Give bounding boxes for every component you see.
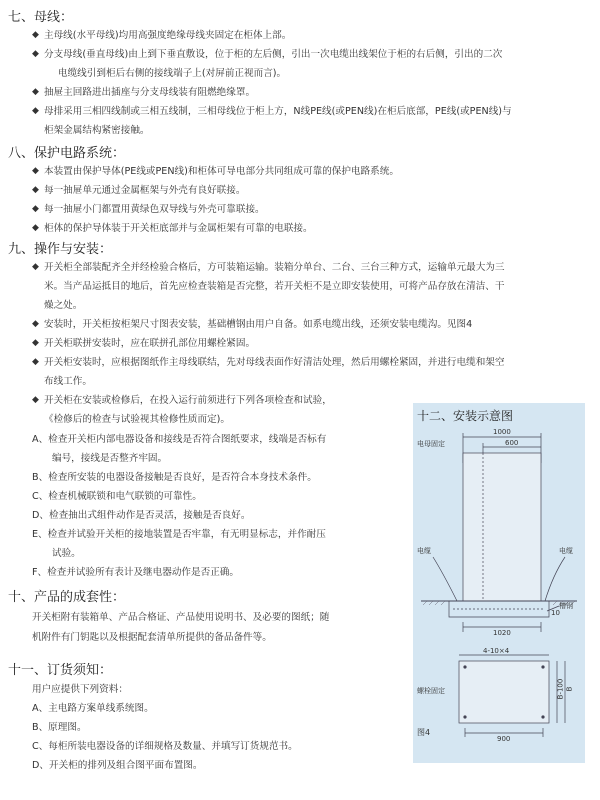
dimension-label: B — [565, 686, 574, 692]
list-item — [32, 334, 256, 353]
list-item-text: 主母线(水平母线)均用高强度绝缘母线夹固定在柜体上部。 — [44, 30, 292, 41]
list-item-continued: 布线工作。 — [44, 376, 92, 387]
label-bolt-fixing: 螺栓固定 — [417, 687, 445, 695]
bullet-icon: ◆ — [32, 49, 39, 59]
list-item — [32, 26, 292, 45]
list-item-continued: 燥之处。 — [44, 300, 83, 311]
bullet-icon: ◆ — [32, 338, 39, 348]
list-item-text: 柜体的保护导体装于开关柜底部并与金属柜架有可靠的电联接。 — [44, 223, 313, 234]
check-item: B、检查所安装的电器设备接触是否良好，是否符合本身技术条件。 — [32, 472, 317, 483]
dimension-label: 10 — [551, 609, 560, 617]
order-item: A、主电路方案单线系统图。 — [32, 703, 154, 714]
list-item — [32, 102, 512, 121]
base-plan-outline — [459, 661, 549, 723]
bolt-hole-icon — [463, 715, 466, 718]
list-item-continued: 柜架金属结构紧密接触。 — [44, 125, 150, 136]
list-item-continued: 米。当产品运抵目的地后，首先应检查装箱是否完整，若开关柜不是立即安装使用，可将产品存放在清洁、干 — [44, 281, 505, 292]
list-item — [32, 181, 246, 200]
list-item — [32, 258, 505, 277]
label-cable-right: 电缆 — [559, 547, 573, 555]
check-item-continued: 编号，接线是否整齐牢固。 — [52, 453, 168, 464]
check-item: F、检查并试验所有表计及继电器动作是否正确。 — [32, 567, 239, 578]
bullet-icon: ◆ — [32, 30, 39, 40]
list-item-text: 每一抽屉小门都置用黄绿色双导线与外壳可靠联接。 — [44, 204, 265, 215]
cable-right-icon — [545, 557, 565, 601]
list-item-continued: 电缆线引到柜后右侧的接线端子上(对屏前正视而言)。 — [58, 68, 287, 79]
figure-title: 十二、安装示意图 — [417, 409, 514, 423]
label-channel-steel: 槽钢 — [559, 602, 573, 610]
dimension-label: 600 — [505, 439, 519, 447]
figure-number: 图4 — [417, 728, 431, 737]
order-item: B、原理图。 — [32, 722, 87, 733]
bullet-icon: ◆ — [32, 185, 39, 195]
bullet-icon: ◆ — [32, 87, 39, 97]
bullet-icon: ◆ — [32, 395, 39, 405]
bullet-icon: ◆ — [32, 319, 39, 329]
list-item-text: 本装置由保护导体(PE线或PEN线)和柜体可导电部分共同组成可靠的保护电路系统。 — [44, 166, 399, 177]
bullet-icon: ◆ — [32, 223, 39, 233]
dimension-label: 900 — [497, 735, 511, 743]
check-item: A、检查开关柜内部电器设备和接线是否符合图纸要求，线端是否标有 — [32, 434, 327, 445]
check-item: D、检查抽出式组件动作是否灵活，接触是否良好。 — [32, 510, 251, 521]
ground-hatch — [423, 601, 575, 605]
paragraph-line: 用户应提供下列资料： — [32, 684, 128, 695]
section10-heading: 十、产品的成套性： — [8, 590, 126, 605]
dimension-label: B-100 — [556, 678, 565, 700]
list-item-text: 分支母线(垂直母线)由上到下垂直敷设，位于柜的左后侧，引出一次电缆出线架位于柜的右后侧，引出的二次 — [44, 49, 503, 60]
order-item: C、每柜所装电器设备的详细规格及数量、并填写订货规范书。 — [32, 741, 298, 752]
bullet-icon: ◆ — [32, 204, 39, 214]
section9-heading: 九、操作与安装： — [8, 242, 113, 257]
cable-left-icon — [433, 557, 457, 601]
dimension-label: 4-10×4 — [483, 647, 510, 655]
list-item-text: 每一抽屉单元通过金属框架与外壳有良好联接。 — [44, 185, 246, 196]
list-item-continued: 《检修后的检查与试验视其检修性质而定)。 — [44, 414, 231, 425]
list-item-text: 母排采用三相四线制或三相五线制，三相母线位于柜上方，N线PE线(或PEN线)在柜后底部，PE线(或PEN线)与 — [44, 106, 512, 117]
bolt-hole-icon — [541, 715, 544, 718]
bolt-hole-icon — [463, 665, 466, 668]
order-item: D、开关柜的排列及组合图平面布置图。 — [32, 760, 203, 771]
bullet-icon: ◆ — [32, 166, 39, 176]
list-item-text: 开关柜全部装配齐全并经检验合格后，方可装箱运输。装箱分单台、二台、三台三种方式，运输单元最大为三 — [44, 262, 505, 273]
list-item — [32, 162, 399, 181]
check-item-continued: 试验。 — [52, 548, 81, 559]
list-item-text: 开关柜安装时，应根据图纸作主母线联结，先对母线表面作好清洁处理，然后用螺栓紧固，并进行电缆和架空 — [44, 357, 505, 368]
list-item-text: 开关柜联拼安装时，应在联拼孔部位用螺栓紧固。 — [44, 338, 256, 349]
cabinet-outline — [463, 453, 541, 601]
bullet-icon: ◆ — [32, 262, 39, 272]
list-item-text: 安装时，开关柜按柜架尺寸图表安装，基础槽钢由用户自备。如系电缆出线，还须安装电缆沟。见图4 — [44, 319, 473, 330]
list-item — [32, 391, 332, 410]
dimension-label: 1020 — [493, 629, 511, 637]
installation-diagram-drawing — [413, 403, 585, 763]
list-item — [32, 219, 313, 238]
list-item — [32, 315, 473, 334]
list-item — [32, 83, 256, 102]
bullet-icon: ◆ — [32, 106, 39, 116]
section7-heading: 七、母线： — [8, 10, 74, 25]
list-item-text: 抽屉主回路进出插座与分支母线装有阻燃绝缘罩。 — [44, 87, 256, 98]
section11-heading: 十一、订货须知： — [8, 663, 113, 678]
bullet-icon: ◆ — [32, 357, 39, 367]
paragraph-line: 开关柜附有装箱单、产品合格证、产品使用说明书、及必要的图纸；随 — [32, 612, 330, 623]
section8-heading: 八、保护电路系统： — [8, 146, 126, 161]
list-item — [32, 45, 503, 64]
list-item — [32, 200, 265, 219]
label-cable-left: 电缆 — [417, 547, 431, 555]
list-item — [32, 353, 505, 372]
check-item: C、检查机械联锁和电气联锁的可靠性。 — [32, 491, 202, 502]
paragraph-line: 机附件有门钥匙以及根据配套清单所提供的备品备件等。 — [32, 632, 272, 643]
bolt-hole-icon — [541, 665, 544, 668]
installation-diagram — [413, 403, 585, 763]
check-item: E、检查并试验开关柜的接地装置是否牢靠，有无明显标志，并作耐压 — [32, 529, 326, 540]
label-busbar-fixing: 电母固定 — [417, 440, 445, 448]
list-item-text: 开关柜在安装或检修后，在投入运行前须进行下列各项检查和试验， — [44, 395, 332, 406]
dimension-label: 1000 — [493, 428, 511, 436]
